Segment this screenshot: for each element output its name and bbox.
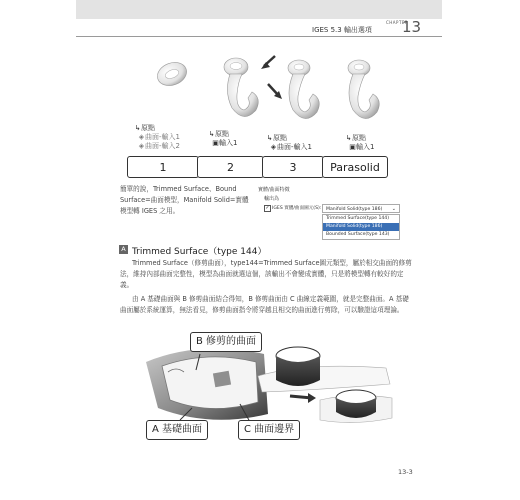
figure-box-3: 3 bbox=[262, 156, 324, 178]
dropdown-option-selected[interactable]: Manifold Solid(type 186) bbox=[323, 223, 399, 231]
feature-tree-4: ↳原點 ▣輸入1 bbox=[345, 134, 375, 151]
page-number: 13-3 bbox=[398, 468, 413, 476]
solid-icon: ▣ bbox=[212, 139, 219, 147]
hook-models-illustration bbox=[140, 48, 390, 130]
feature-tree-3: ↳原點 ◈曲面-輸入1 bbox=[266, 134, 312, 151]
group-label: 實體/曲面特徵 bbox=[258, 187, 290, 193]
solid-icon: ▣ bbox=[349, 143, 356, 151]
origin-icon: ↳ bbox=[134, 124, 141, 132]
iges-checkbox[interactable]: ✓ bbox=[265, 205, 270, 211]
section-paragraph-2: 由 A 基礎曲面與 B 修剪曲面結合得知，B 修剪曲面由 C 曲線定義範圍，就是完整曲面。A 基礎曲面屬於系統運算，無法看見，修剪曲面指令將穿越且相交的曲面進行剪除，可以驗證這項理論。 bbox=[120, 295, 409, 314]
entity-type-dropdown[interactable]: Manifold Solid(type 186) ⌄ bbox=[322, 204, 400, 213]
dropdown-option[interactable]: Trimmed Surface(type 144) bbox=[326, 216, 390, 221]
section-badge: A bbox=[119, 245, 128, 254]
callout-base-surface: A 基礎曲面 bbox=[146, 420, 208, 440]
callout-surface-boundary: C 曲面邊界 bbox=[238, 420, 300, 440]
dropdown-option[interactable]: Bounded Surface(type 143) bbox=[326, 232, 390, 237]
checkbox-label: IGES 實體/曲面圖元(S): bbox=[272, 206, 322, 211]
section-title: IGES 5.3 輸出選項 bbox=[312, 26, 372, 34]
figure-box-parasolid: Parasolid bbox=[322, 156, 388, 178]
surface-icon: ◈ bbox=[138, 133, 145, 141]
intro-paragraph: 簡單的說，Trimmed Surface、Bound Surface=曲面模型，Manifold Solid=實體模型轉 IGES 之用。 bbox=[120, 185, 249, 215]
hook-model-4 bbox=[348, 60, 379, 119]
origin-icon: ↳ bbox=[266, 134, 273, 142]
sub-label: 輸出為 bbox=[264, 196, 280, 202]
callout-trimmed-surface: B 修剪的曲面 bbox=[190, 332, 262, 352]
chapter-number: 13 bbox=[402, 18, 422, 36]
origin-icon: ↳ bbox=[345, 134, 352, 142]
feature-tree-1: ↳原點 ◈曲面-輸入1 ◈曲面-輸入2 bbox=[134, 124, 180, 150]
surface-icon: ◈ bbox=[138, 142, 145, 150]
figure-box-1: 1 bbox=[127, 156, 199, 178]
section-heading: Trimmed Surface（type 144） bbox=[132, 247, 267, 257]
header-rule bbox=[76, 36, 442, 37]
header-band bbox=[76, 0, 442, 19]
hook-model-2 bbox=[224, 58, 258, 117]
section-paragraph-1: Trimmed Surface（修剪曲面），type144=Trimmed Surface圖元類型，屬於相交曲面的修剪法，維持內部曲面完整性，模型為曲面就選這個，該輸出不會變成實體，只是將模型轉有較好的定義。 bbox=[120, 259, 412, 289]
surface-icon: ◈ bbox=[270, 143, 277, 151]
dropdown-list bbox=[322, 214, 400, 240]
origin-icon: ↳ bbox=[208, 130, 215, 138]
chevron-down-icon: ⌄ bbox=[391, 206, 396, 212]
hook-model-3 bbox=[288, 60, 319, 119]
trimmed-surface bbox=[162, 357, 258, 409]
trim-hole bbox=[213, 371, 231, 388]
figure-box-2: 2 bbox=[197, 156, 264, 178]
feature-tree-2: ↳原點 ▣輸入1 bbox=[208, 130, 238, 147]
chapter-label: CHAPTER bbox=[386, 20, 409, 25]
ring-model bbox=[154, 59, 190, 90]
